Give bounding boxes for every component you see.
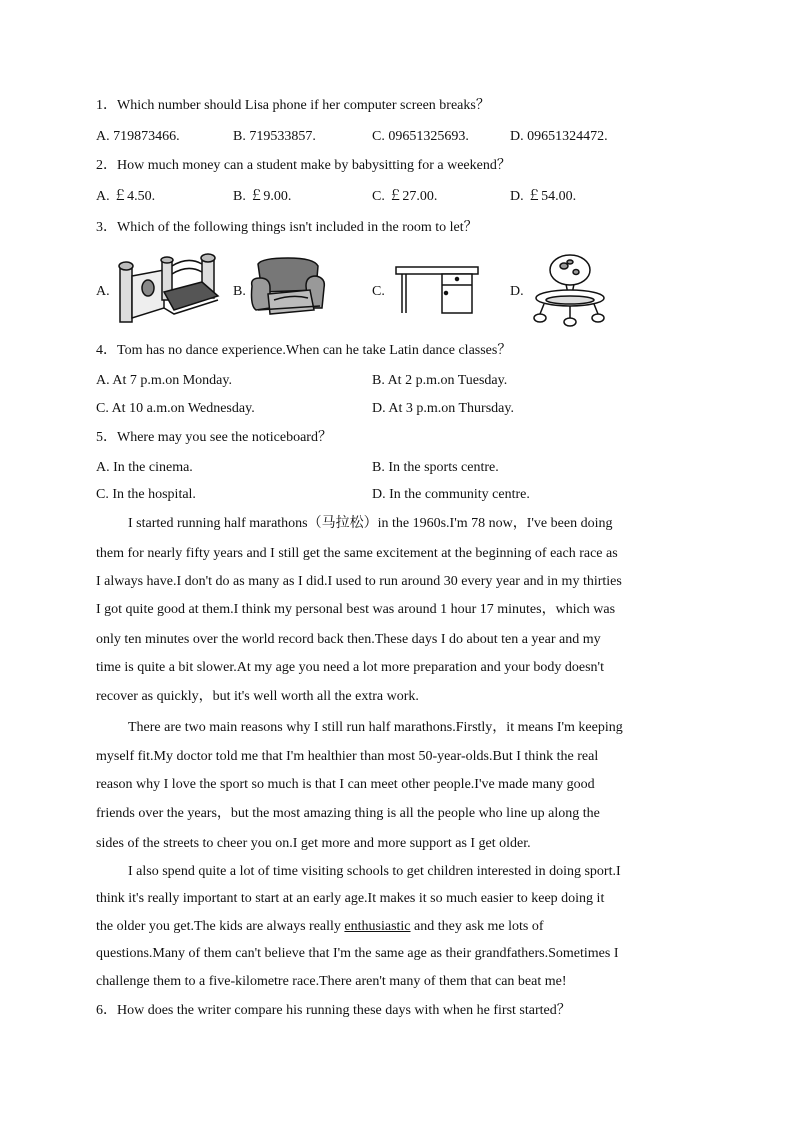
passage-p2-line-1: There are two main reasons why I still run half marathons.Firstly，it means I'm keeping [128, 720, 623, 735]
passage-p1-line-4: I got quite good at them.I think my personal best was around 1 hour 17 minutes，which was [96, 602, 616, 617]
question-2-option-b: B. ￡9.00. [233, 189, 292, 204]
question-5-option-a: A. In the cinema. [96, 460, 193, 475]
passage-p1-line-1: I started running half marathons（马拉松）in the 1960s.I'm 78 now，I've been doing [128, 516, 613, 531]
question-4-option-a: A. At 7 p.m.on Monday. [96, 373, 232, 388]
question-1-option-d: D. 09651324472. [510, 129, 608, 144]
underlined-word: enthusiastic [344, 919, 411, 934]
passage-p1-line-7: recover as quickly，but it's well worth all the extra work. [96, 689, 419, 704]
question-5-option-c: C. In the hospital. [96, 487, 196, 502]
question-5-option-b: B. In the sports centre. [372, 460, 499, 475]
question-6-stem: 6．How does the writer compare his running these days with when he first started？ [96, 1003, 571, 1018]
question-3-stem: 3．Which of the following things isn't included in the room to let？ [96, 220, 478, 235]
question-5-option-d: D. In the community centre. [372, 487, 530, 502]
question-1-option-c: C. 09651325693. [372, 129, 469, 144]
passage-p3-line-1: I also spend quite a lot of time visiting schools to get children interested in doing sport.I [128, 864, 621, 879]
passage-p1-line-6: time is quite a bit slower.At my age you need a lot more preparation and your body doesn't [96, 660, 604, 675]
passage-p3-line-5: challenge them to a five-kilometre race.There aren't many of them that can beat me! [96, 974, 567, 989]
question-2-option-c: C. ￡27.00. [372, 189, 438, 204]
desk-icon [394, 263, 480, 315]
question-4-option-d: D. At 3 p.m.on Thursday. [372, 401, 514, 416]
question-1-option-b: B. 719533857. [233, 129, 316, 144]
question-5-stem: 5．Where may you see the noticeboard？ [96, 430, 332, 445]
bed-icon [114, 252, 226, 324]
armchair-icon [248, 256, 328, 318]
chair-icon [530, 252, 606, 328]
question-2-option-a: A. ￡4.50. [96, 189, 156, 204]
passage-p2-line-3: reason why I love the sport so much is that I can meet other people.I've made many good [96, 777, 595, 792]
passage-p3-line-3 [96, 918, 544, 936]
question-1-stem: 1．Which number should Lisa phone if her computer screen breaks？ [96, 98, 490, 113]
passage-p1-line-3: I always have.I don't do as many as I did.I used to run around 30 every year and in my thirties [96, 574, 622, 589]
passage-p2-line-4: friends over the years，but the most amazing thing is all the people who line up along the [96, 806, 600, 821]
question-1-option-a: A. 719873466. [96, 129, 180, 144]
passage-p3-line-2: think it's really important to start at an early age.It makes it so much easier to keep doing it [96, 891, 605, 906]
question-3-option-c: C. [372, 284, 385, 299]
question-3-option-a: A. [96, 284, 110, 299]
passage-p2-line-5: sides of the streets to cheer you on.I get more and more support as I get older. [96, 836, 531, 851]
passage-p3-line-4: questions.Many of them can't believe that I'm the same age as their grandfathers.Sometimes I [96, 946, 619, 961]
question-4-option-b: B. At 2 p.m.on Tuesday. [372, 373, 508, 388]
passage-p3-line-3-tail: and they ask me lots of [410, 919, 544, 934]
question-3-option-d: D. [510, 284, 524, 299]
passage-p3-line-3-text: the older you get.The kids are always really [96, 919, 341, 934]
question-4-stem: 4．Tom has no dance experience.When can he take Latin dance classes？ [96, 343, 512, 358]
passage-p1-line-2: them for nearly fifty years and I still get the same excitement at the beginning of each race as [96, 546, 618, 561]
passage-p2-line-2: myself fit.My doctor told me that I'm healthier than most 50-year-olds.But I think the real [96, 749, 599, 764]
question-2-stem: 2．How much money can a student make by babysitting for a weekend？ [96, 158, 511, 173]
question-3-option-b: B. [233, 284, 246, 299]
question-2-option-d: D. ￡54.00. [510, 189, 577, 204]
question-4-option-c: C. At 10 a.m.on Wednesday. [96, 401, 255, 416]
passage-p1-line-5: only ten minutes over the world record back then.These days I do about ten a year and my [96, 632, 601, 647]
